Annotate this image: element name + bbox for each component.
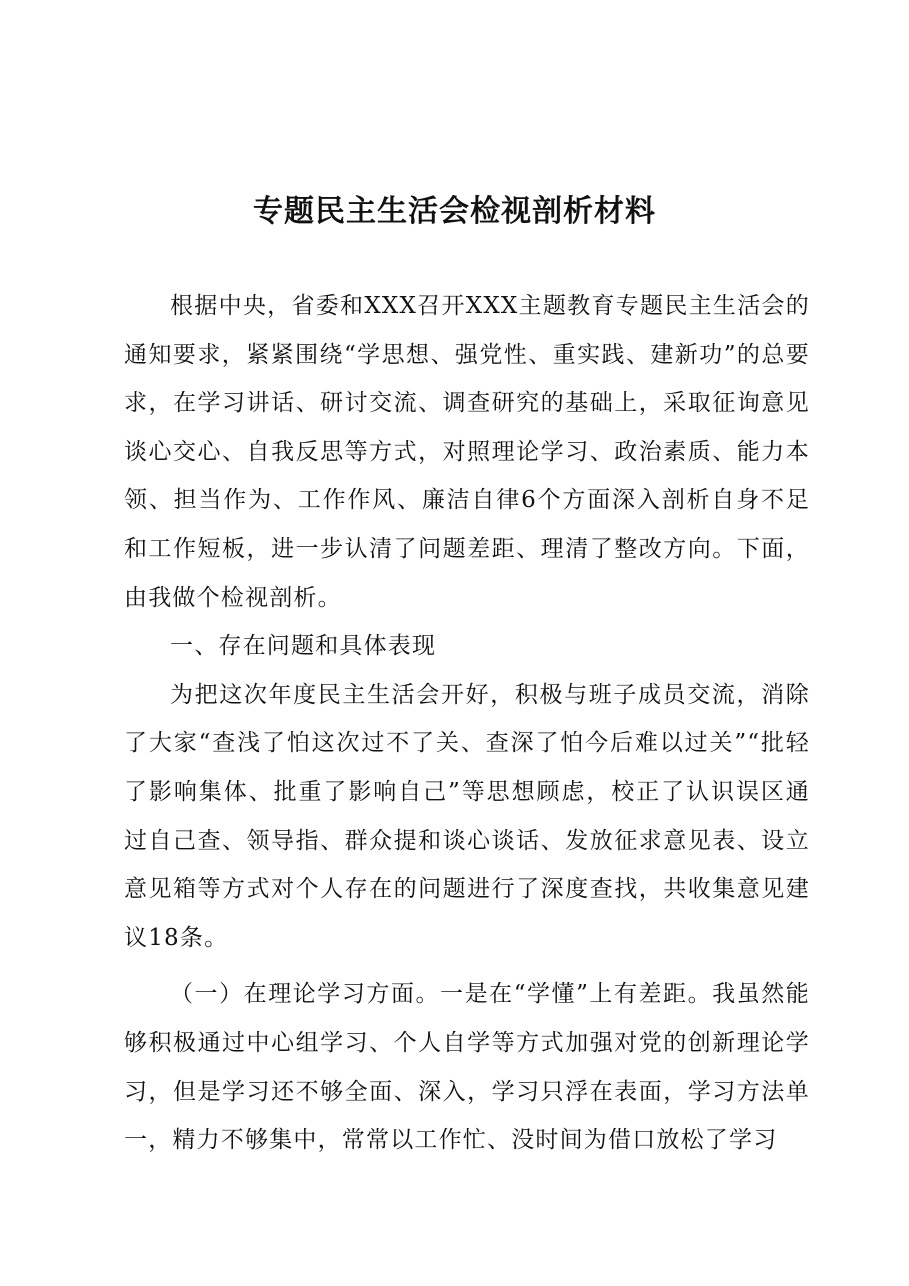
document-title: 专题民主生活会检视剖析材料 — [253, 194, 656, 229]
paragraph-intro: 根据中央，省委和XXX召开XXX主题教育专题民主生活会的通知要求，紧紧围绕“学思想、强党性、重实践、建新功”的总要求，在学习讲话、研讨交流、调查研究的基础上，采取征询意见谈心交心、自我反思等方式，对照理论学习、政治素质、能力本领、担当作为、工作作风、廉洁自律6个方面深入剖析自身不足和工作短板，进一步认清了问题差距、理清了整改方向。下面，由我做个检视剖析。 — [124, 293, 810, 611]
document-body — [124, 282, 810, 1165]
paragraph-preparation: 为把这次年度民主生活会开好，积极与班子成员交流，消除了大家“查浅了怕这次过不了关、查深了怕今后难以过关”“批轻了影响集体、批重了影响自己”等思想顾虑，校正了认识误区通过自己查、领导指、群众提和谈心谈话、发放征求意见表、设立意见箱等方式对个人存在的问题进行了深度查找，共收集意见建议18条。 — [124, 681, 810, 951]
paragraph-theory-study: （一）在理论学习方面。一是在“学懂”上有差距。我虽然能够积极通过中心组学习、个人自学等方式加强对党的创新理论学习，但是学习还不够全面、深入，学习只浮在表面，学习方法单一，精力不够集中，常常以工作忙、没时间为借口放松了学习 — [124, 981, 810, 1154]
section-heading-problems: 一、存在问题和具体表现 — [170, 633, 437, 660]
